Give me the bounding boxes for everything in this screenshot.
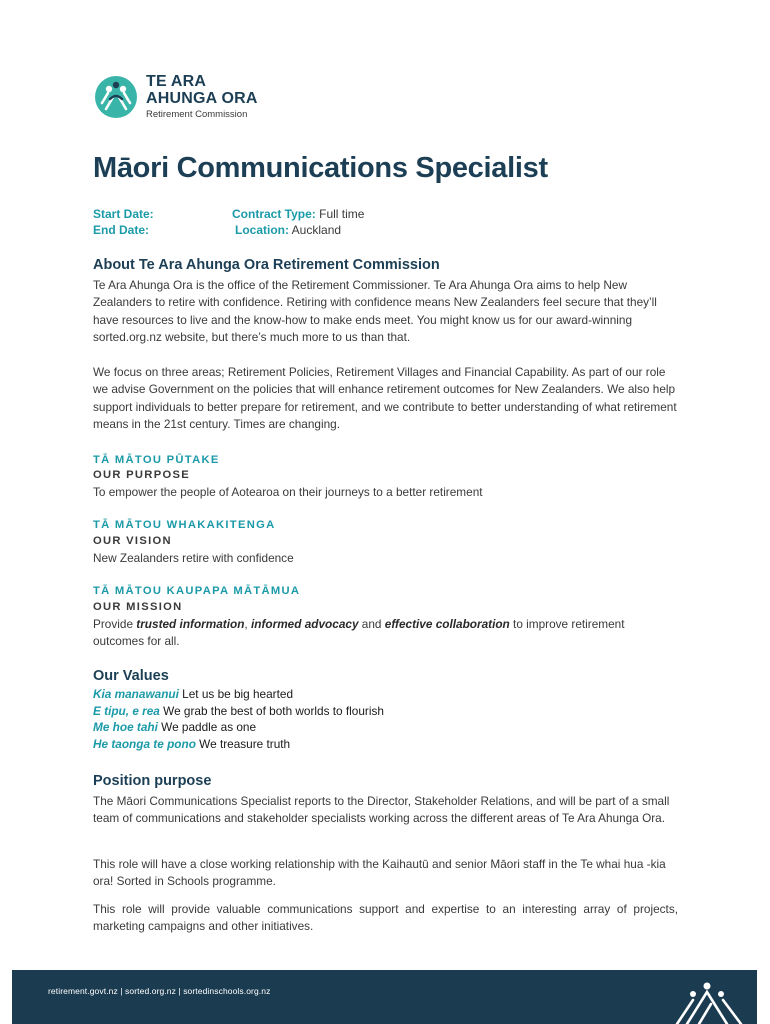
about-heading: About Te Ara Ahunga Ora Retirement Commission [93, 257, 440, 273]
page-title: Māori Communications Specialist [93, 152, 548, 184]
value-item [93, 687, 293, 701]
position-paragraph-1: The Māori Communications Specialist reports to the Director, Stakeholder Relations, and will be part of a small team of communications and stakeholder specialists working across the different areas of Te Ara Ahunga Ora. [93, 794, 670, 826]
mission-text-sep-2: and [358, 617, 385, 631]
about-paragraph-2: We focus on three areas; Retirement Policies, Retirement Villages and Financial Capability. As part of our role we advise Government on the policies that will enhance retirement outcomes for New Zealanders. We also help support individuals to better prepare for retirement, and we contribute to better understanding of what retirement means in the 21st century. Times are changing. [93, 365, 677, 432]
purpose-english-label: OUR PURPOSE [93, 469, 190, 481]
contract-block [232, 206, 364, 238]
contract-type-label: Contract Type: [232, 207, 316, 221]
logo-subtitle: Retirement Commission [146, 109, 248, 120]
value-maori-term: Kia manawanui [93, 687, 179, 701]
logo-emblem-icon [94, 75, 138, 119]
vision-english-label: OUR VISION [93, 535, 172, 547]
start-date-label: Start Date: [93, 207, 154, 221]
value-maori-term: He taonga te pono [93, 737, 196, 751]
value-item [93, 720, 256, 734]
location-label: Location: [235, 223, 289, 237]
location-value: Auckland [291, 223, 342, 237]
logo-line-1: TE ARA [146, 73, 207, 90]
vision-statement: New Zealanders retire with confidence [93, 551, 294, 565]
mission-statement [93, 616, 678, 650]
organisation-logo [94, 74, 258, 120]
logo-line-2: AHUNGA ORA [146, 90, 258, 107]
end-date-label: End Date: [93, 223, 150, 237]
value-item [93, 737, 290, 751]
values-heading: Our Values [93, 668, 169, 684]
value-english-text: We treasure truth [195, 737, 291, 751]
page-footer [12, 970, 757, 1024]
mission-english-label: OUR MISSION [93, 601, 183, 613]
mission-maori-label: TĀ MĀTOU KAUPAPA MĀTĀMUA [93, 585, 301, 597]
position-paragraph-2: This role will have a close working relationship with the Kaihautū and senior Māori staff in the Te whai hua -kia ora! Sorted in Schools programme. [93, 857, 666, 889]
about-paragraph-1: Te Ara Ahunga Ora is the office of the Retirement Commissioner. Te Ara Ahunga Ora aims to help New Zealanders to retire with confidence. Retiring with confidence means New Zealanders feel secure that they’ll have resources to live and the know-how to make ends meet. You might know us for our award-winning sorted.org.nz website, but there’s much more to us than that. [93, 278, 657, 345]
value-item [93, 704, 384, 718]
vision-maori-label: TĀ MĀTOU WHAKAKITENGA [93, 519, 276, 531]
value-english-text: We paddle as one [157, 720, 257, 734]
position-purpose-heading: Position purpose [93, 773, 212, 789]
dates-block [93, 206, 154, 238]
value-maori-term: Me hoe tahi [93, 720, 158, 734]
mission-text-post: to improve retirement outcomes for all. [93, 617, 625, 648]
value-maori-term: E tipu, e rea [93, 704, 160, 718]
position-paragraph-3: This role will provide valuable communications support and expertise to an interesting array of projects, marketing campaigns and other initiatives. [93, 902, 678, 934]
mission-term-informed-advocacy: informed advocacy [250, 617, 359, 631]
mission-term-effective-collaboration: effective collaboration [384, 617, 510, 631]
footer-emblem-icon [647, 970, 757, 1024]
purpose-maori-label: TĀ MĀTOU PŪTAKE [93, 454, 220, 466]
value-english-text: Let us be big hearted [178, 687, 294, 701]
contract-type-value: Full time [319, 207, 365, 221]
mission-term-trusted-information: trusted information [136, 617, 245, 631]
value-english-text: We grab the best of both worlds to flourish [159, 704, 384, 718]
footer-website-links: retirement.govt.nz | sorted.org.nz | sortedinschools.org.nz [48, 986, 271, 996]
mission-text-sep-1: , [244, 617, 251, 631]
purpose-statement: To empower the people of Aotearoa on their journeys to a better retirement [93, 485, 483, 499]
mission-text-pre: Provide [93, 617, 137, 631]
